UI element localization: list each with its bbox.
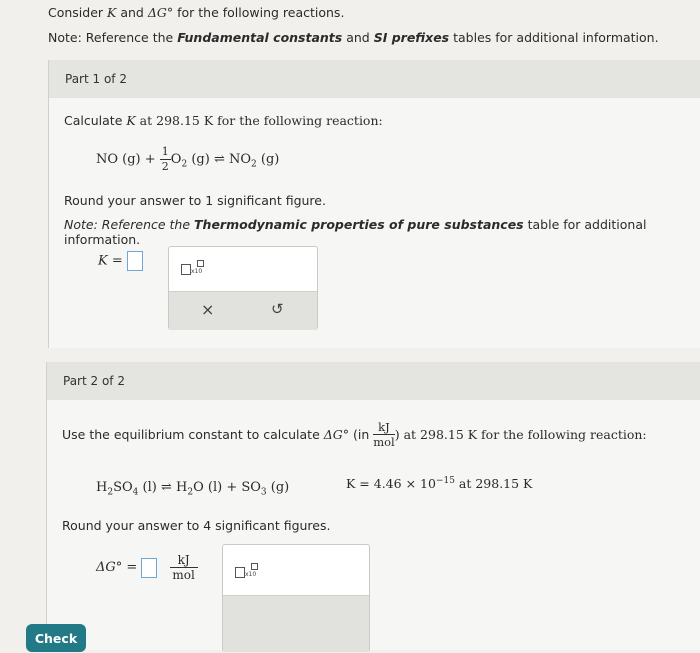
- rx1-no2: NO: [224, 152, 252, 167]
- undo-icon[interactable]: ↺: [271, 300, 284, 318]
- part1-question: [64, 113, 383, 128]
- part1-toolbar: [169, 291, 317, 330]
- part2-answer-row: [96, 553, 198, 582]
- rx1-o: O: [170, 152, 182, 167]
- intro-and: and: [116, 5, 148, 20]
- rx2-h2o-sub: 2: [187, 487, 194, 498]
- note-suffix: tables for additional information.: [449, 30, 659, 45]
- problem-intro: [48, 5, 344, 20]
- rx2-so3-sub: 3: [260, 487, 267, 498]
- rx2-so-sub: 4: [132, 487, 139, 498]
- part2-k-value: [346, 476, 532, 491]
- note-mid: and: [342, 30, 374, 45]
- equilibrium-arrow-icon: ⇌: [213, 152, 225, 167]
- thermo-properties-link[interactable]: Thermodynamic properties of pure substances: [194, 217, 524, 232]
- fundamental-constants-link[interactable]: Fundamental constants: [177, 30, 343, 45]
- k-exponent: −15: [435, 476, 455, 486]
- rx1-o-sub: 2: [181, 159, 188, 170]
- part2-header: [46, 362, 700, 400]
- q2-in: (in: [349, 427, 374, 442]
- k-suffix: at 298.15 K: [454, 476, 533, 492]
- rx2-so3-phase: (g): [266, 480, 290, 495]
- exponent-box-icon: [197, 260, 204, 267]
- rx2-so: SO: [113, 480, 133, 495]
- q2-unit-den: mol: [373, 435, 395, 449]
- part1-reaction: [96, 145, 279, 174]
- q2-dG: ΔG°: [323, 427, 349, 442]
- mantissa-box-icon: [235, 567, 245, 578]
- dG-unit-num: kJ: [170, 553, 198, 568]
- rx2-h2o-so: O (l) + SO: [193, 480, 261, 495]
- intro-text: Consider: [48, 5, 108, 20]
- part2-tool-panel: [222, 544, 370, 652]
- k-value-text: K = 4.46 × 10: [346, 476, 436, 492]
- scientific-notation-button[interactable]: [181, 260, 205, 276]
- note-prefix: Note: Reference the: [48, 30, 178, 45]
- p1-note-prefix: Note: Reference the: [64, 217, 195, 232]
- q1-prefix: Calculate: [64, 113, 127, 128]
- intro-suffix: for the following reactions.: [173, 5, 345, 20]
- x10-label: x10: [245, 571, 257, 578]
- part2-round-text: Round your answer to 4 significant figures.: [62, 518, 331, 533]
- part2-question: [62, 420, 647, 449]
- part1-answer-row: [98, 251, 143, 271]
- part1-header: [48, 60, 700, 98]
- q1-suffix: at 298.15 K for the following reaction:: [135, 113, 383, 128]
- rx2-h: H: [96, 480, 108, 495]
- p1-note-suffix: table for additional information.: [64, 217, 647, 247]
- rx1-no2-phase: (g): [256, 152, 280, 167]
- part1-label: Part 1 of 2: [65, 72, 127, 86]
- q1-K: K: [126, 113, 136, 128]
- rx1-frac-num: 1: [161, 145, 169, 158]
- rx1-frac-den: 2: [161, 160, 169, 173]
- rx2-h-sub: 2: [107, 487, 114, 498]
- part2-reaction: [96, 480, 289, 498]
- q2-prefix: Use the equilibrium constant to calculate: [62, 427, 324, 442]
- k-answer-label: K =: [98, 253, 123, 269]
- rx2-phase: (l): [138, 480, 161, 495]
- problem-note: [48, 30, 659, 45]
- part1-round-text: Round your answer to 1 significant figure.: [64, 193, 326, 208]
- si-prefixes-link[interactable]: SI prefixes: [373, 30, 450, 45]
- scientific-notation-button[interactable]: [235, 563, 259, 579]
- part2-label: Part 2 of 2: [63, 374, 125, 388]
- k-answer-input[interactable]: [127, 251, 143, 271]
- part1-note: [64, 217, 700, 247]
- q2-unit-num: kJ: [373, 420, 395, 435]
- rx1-no: NO (g) +: [96, 152, 160, 167]
- part2-toolbar: [223, 595, 369, 652]
- dG-answer-label: ΔG° =: [96, 560, 138, 575]
- part1-tool-panel: [168, 246, 318, 330]
- check-button[interactable]: Check: [26, 624, 86, 652]
- q2-suffix: ) at 298.15 K for the following reaction:: [394, 427, 647, 442]
- dG-unit-den: mol: [172, 568, 195, 582]
- equilibrium-arrow-icon: ⇌: [160, 480, 172, 495]
- dG-answer-input[interactable]: [141, 558, 157, 578]
- intro-dG: ΔG°: [147, 5, 174, 20]
- rx1-no2-sub: 2: [251, 159, 257, 170]
- intro-K: K: [107, 5, 117, 20]
- exponent-box-icon: [251, 563, 258, 570]
- x10-label: x10: [191, 268, 203, 275]
- rx2-h2o-h: H: [171, 480, 188, 495]
- mantissa-box-icon: [181, 264, 191, 275]
- rx1-o-phase: (g): [187, 152, 214, 167]
- clear-icon[interactable]: ×: [201, 300, 215, 319]
